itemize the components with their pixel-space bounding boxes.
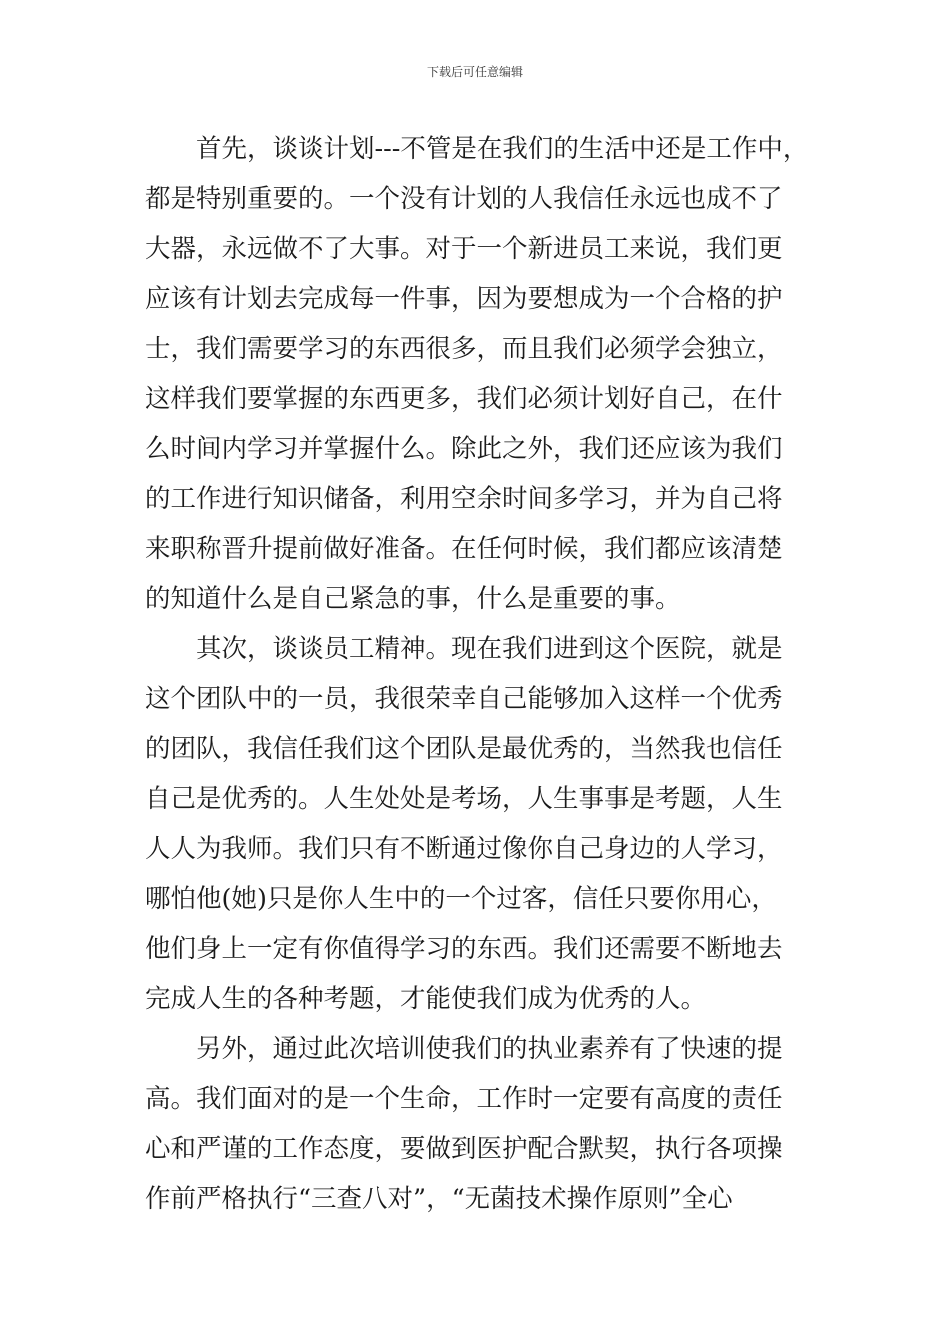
- text-line: 人人为我师。我们只有不断通过像你自己身边的人学习，: [145, 834, 783, 864]
- text-line: 的知道什么是自己紧急的事，什么是重要的事。: [145, 584, 681, 614]
- text-line: 高。我们面对的是一个生命，工作时一定要有高度的责任: [145, 1084, 783, 1114]
- text-line: 来职称晋升提前做好准备。在任何时候，我们都应该清楚: [145, 534, 783, 564]
- text-line: 的工作进行知识储备，利用空余时间多学习，并为自己将: [145, 484, 783, 514]
- text-line: 作前严格执行“三查八对”，“无菌技术操作原则”全心: [145, 1184, 733, 1214]
- text-line: 哪怕他(她)只是你人生中的一个过客，信任只要你用心，: [145, 884, 777, 914]
- paragraph-planning: [145, 124, 810, 624]
- text-line: 大器，永远做不了大事。对于一个新进员工来说，我们更: [145, 234, 783, 264]
- text-line: 么时间内学习并掌握什么。除此之外，我们还应该为我们: [145, 434, 783, 464]
- text-line: 应该有计划去完成每一件事，因为要想成为一个合格的护: [145, 284, 783, 314]
- text-line: 完成人生的各种考题，才能使我们成为优秀的人。: [145, 984, 707, 1014]
- text-line: 都是特别重要的。一个没有计划的人我信任永远也成不了: [145, 184, 783, 214]
- text-line: 这个团队中的一员，我很荣幸自己能够加入这样一个优秀: [145, 684, 783, 714]
- text-line: 他们身上一定有你值得学习的东西。我们还需要不断地去: [145, 934, 783, 964]
- text-line: 士，我们需要学习的东西很多，而且我们必须学会独立，: [145, 334, 783, 364]
- text-line: 另外，通过此次培训使我们的执业素养有了快速的提: [196, 1034, 783, 1064]
- text-line: 自己是优秀的。人生处处是考场，人生事事是考题，人生: [145, 784, 783, 814]
- document-body: [145, 124, 810, 1224]
- text-line: 首先，谈谈计划---不管是在我们的生活中还是工作中，: [196, 134, 809, 164]
- text-line: 其次，谈谈员工精神。现在我们进到这个医院，就是: [196, 634, 783, 664]
- paragraph-training: [145, 1024, 810, 1224]
- paragraph-team-spirit: [145, 624, 810, 1024]
- text-line: 心和严谨的工作态度，要做到医护配合默契，执行各项操: [145, 1134, 783, 1164]
- page-header: 下载后可任意编辑: [426, 65, 523, 79]
- text-line: 的团队，我信任我们这个团队是最优秀的，当然我也信任: [145, 734, 783, 764]
- text-line: 这样我们要掌握的东西更多，我们必须计划好自己，在什: [145, 384, 783, 414]
